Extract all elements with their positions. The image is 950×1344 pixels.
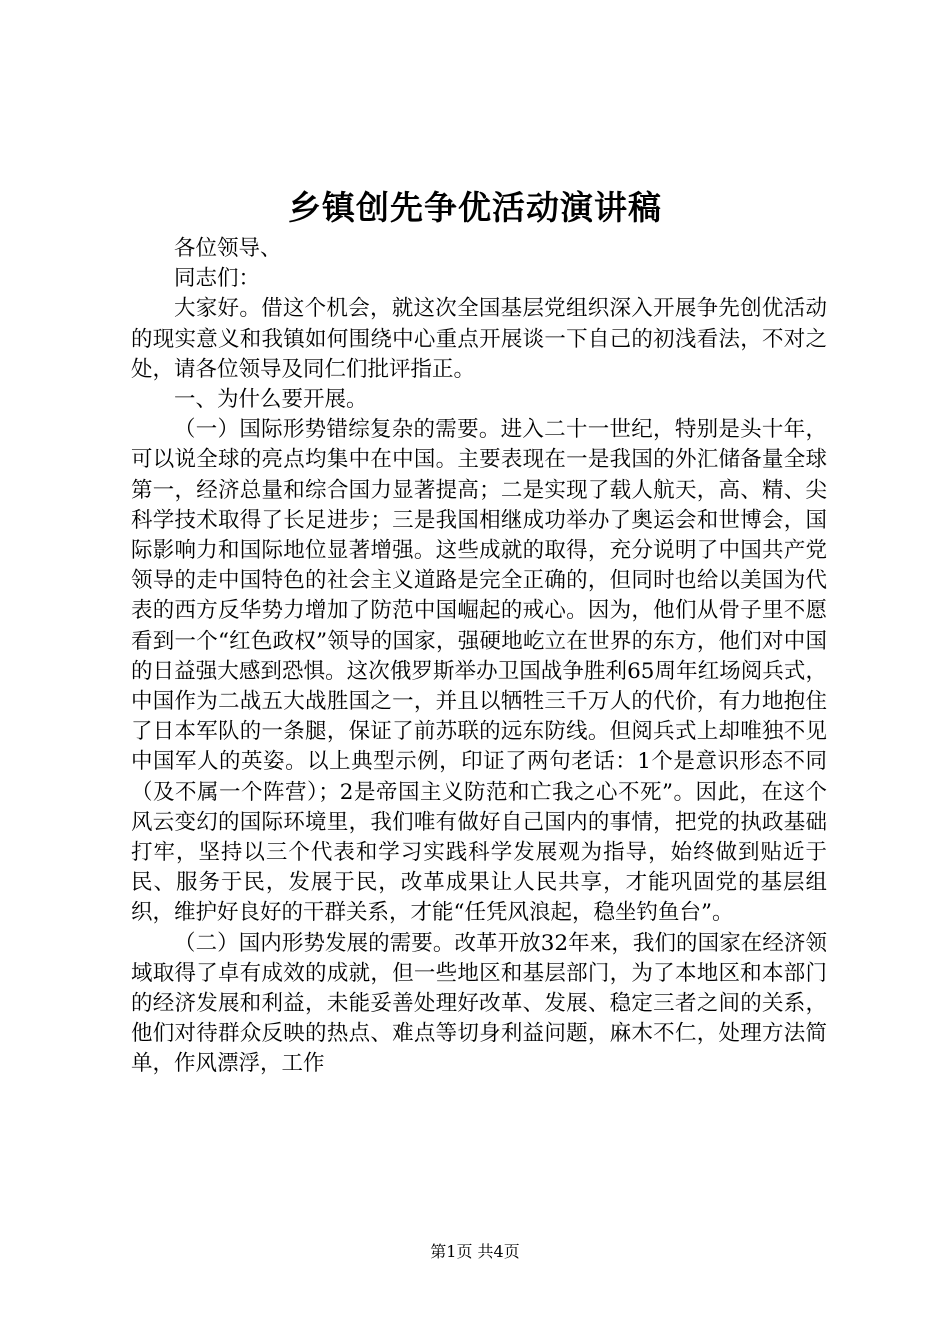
paragraph-domestic: （二）国内形势发展的需要。改革开放32年来，我们的国家在经济领域取得了卓有成效的成就，但一些地区和基层部门，为了本地区和本部门的经济发展和利益，未能妥善处理好改革、发展、稳定三者之间的关系，他们对待群众反映的热点、难点等切身利益问题，麻木不仁，处理方法简单，作风漂浮，工作 [131,930,827,1077]
document-body [131,234,827,1080]
document-title: 乡镇创先争优活动演讲稿 [288,188,662,227]
section-heading-1: 一、为什么要开展。 [174,387,368,413]
salutation-leaders: 各位领导、 [174,236,282,261]
paragraph-international: （一）国际形势错综复杂的需要。进入二十一世纪，特别是头十年，可以说全球的亮点均集中在中国。主要表现在一是我国的外汇储备量全球第一，经济总量和综合国力显著提高；二是实现了载人航天，高、精、尖科学技术取得了长足进步；三是我国相继成功举办了奥运会和世博会，国际影响力和国际地位显著增强。这些成就的取得，充分说明了中国共产党领导的走中国特色的社会主义道路是完全正确的，但同时也给以美国为代表的西方反华势力增加了防范中国崛起的戒心。因为，他们从骨子里不愿看到一个“红色政权”领导的国家，强硬地屹立在世界的东方，他们对中国的日益强大感到恐惧。这次俄罗斯举办卫国战争胜利65周年红场阅兵式，中国作为二战五大战胜国之一，并且以牺牲三千万人的代价，有力地抱住了日本军队的一条腿，保证了前苏联的远东防线。但阅兵式上却唯独不见中国军人的英姿。以上典型示例，印证了两句老话：1个是意识形态不同（及不属一个阵营）；2是帝国主义防范和亡我之心不死”。因此，在这个风云变幻的国际环境里，我们唯有做好自己国内的事情，把党的执政基础打牢，坚持以三个代表和学习实践科学发展观为指导，始终做到贴近于民、服务于民，发展于民，改革成果让人民共享，才能巩固党的基层组织，维护好良好的干群关系，才能“任凭风浪起，稳坐钓鱼台”。 [131,417,827,926]
salutation-comrades: 同志们： [174,266,261,292]
opening-paragraph: 大家好。借这个机会，就这次全国基层党组织深入开展争先创优活动的现实意义和我镇如何围绕中心重点开展谈一下自己的初浅看法，不对之处，请各位领导及同仁们批评指正。 [131,296,827,382]
page-footer: 第1页 共4页 [430,1242,520,1261]
